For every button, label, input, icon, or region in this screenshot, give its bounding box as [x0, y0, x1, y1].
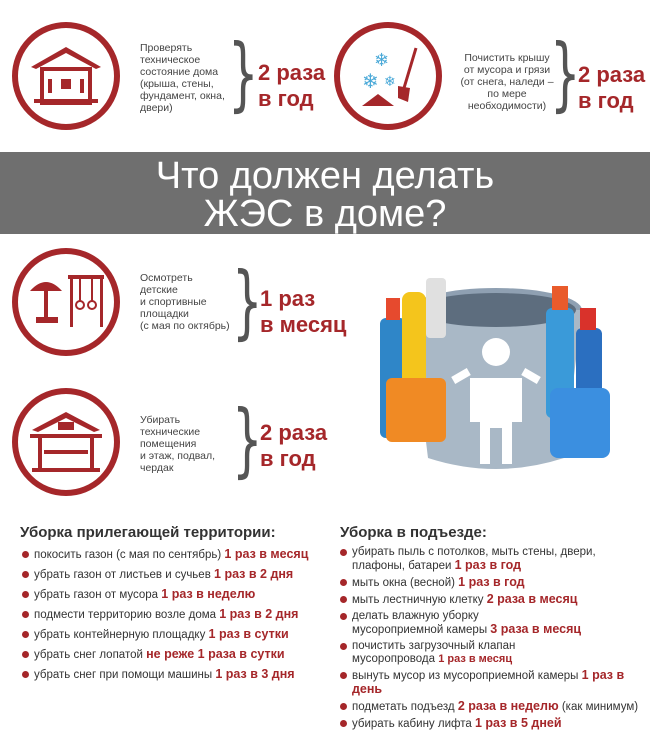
list-item: почистить загрузочный клапан мусоропровода 1 раз в месяц [340, 640, 645, 666]
bullet-icon [22, 591, 29, 598]
item-1-description: Проверять техническое состояние дома (крыша, стены, фундамент, окна, двери) [140, 42, 225, 114]
list-item: убрать газон от листьев и сучьев 1 раз в 2 дня [22, 568, 332, 582]
item-3-brace: } [232, 255, 263, 348]
list-item: убирать кабину лифта 1 раз в 5 дней [340, 717, 645, 731]
item-2-brace: } [550, 27, 581, 120]
cleaning-supplies-illustration [366, 258, 628, 484]
bullet-icon [22, 611, 29, 618]
list-item: убрать снег лопатой не реже 1 раза в сутки [22, 648, 332, 662]
list-item: убрать контейнерную площадку 1 раз в сутки [22, 628, 332, 642]
list-item: мыть лестничную клетку 2 раза в месяц [340, 593, 645, 607]
bullet-icon [22, 651, 29, 658]
bullet-icon [340, 703, 347, 710]
list-item: убрать газон от мусора 1 раз в неделю [22, 588, 332, 602]
entrance-title: Уборка в подъезде: [340, 524, 487, 541]
bullet-icon [340, 596, 347, 603]
item-2-description: Почистить крышу от мусора и грязи (от снега, наледи – по мере необходимости) [460, 52, 554, 112]
list-item: подметать подъезд 2 раза в неделю (как минимум) [340, 700, 645, 714]
item-4-description: Убирать технические помещения и этаж, подвал, чердак [140, 414, 216, 474]
bullet-icon [22, 631, 29, 638]
bullet-icon [340, 672, 347, 679]
bullet-icon [22, 571, 29, 578]
bullet-icon [340, 643, 347, 650]
item-1-brace: } [228, 27, 259, 120]
bullet-icon [340, 613, 347, 620]
basement-icon [12, 388, 120, 496]
svg-text:❄: ❄ [384, 74, 396, 90]
house-icon [12, 22, 120, 130]
item-3-description: Осмотреть детские и спортивные площадки (с мая по октябрь) [140, 272, 230, 332]
territory-title: Уборка прилегающей территории: [20, 524, 276, 541]
territory-task-list [22, 548, 332, 688]
playground-icon [12, 248, 120, 356]
list-item: убирать пыль с потолков, мыть стены, двери, плафоны, батареи 1 раз в год [340, 546, 645, 573]
svg-text:❄: ❄ [374, 50, 390, 71]
bullet-icon [340, 549, 347, 556]
bullet-icon [340, 720, 347, 727]
list-item: делать влажную уборку мусороприемной камеры 3 раза в месяц [340, 610, 645, 637]
list-item: покосить газон (с мая по сентябрь) 1 раз в месяц [22, 548, 332, 562]
list-item: мыть окна (весной) 1 раз в год [340, 576, 645, 590]
bullet-icon [22, 671, 29, 678]
item-3-frequency: 1 раз в месяц [260, 286, 347, 337]
title-banner [0, 152, 650, 234]
list-item: убрать снег при помощи машины 1 раз в 3 дня [22, 668, 332, 682]
entrance-task-list [340, 546, 645, 734]
title-line-1: Что должен делать [155, 155, 495, 197]
item-4-frequency: 2 раза в год [260, 420, 328, 471]
title-line-2: ЖЭС в доме? [203, 193, 447, 235]
roof-snow-shovel-icon [334, 22, 442, 130]
bullet-icon [22, 551, 29, 558]
item-2-frequency: 2 раза в год [578, 62, 646, 113]
svg-text:❄: ❄ [362, 69, 379, 93]
item-4-brace: } [232, 393, 263, 486]
list-item: подмести территорию возле дома 1 раз в 2 дня [22, 608, 332, 622]
bullet-icon [340, 579, 347, 586]
item-1-frequency: 2 раза в год [258, 60, 326, 111]
list-item: вынуть мусор из мусороприемной камеры 1 раз в день [340, 669, 645, 697]
